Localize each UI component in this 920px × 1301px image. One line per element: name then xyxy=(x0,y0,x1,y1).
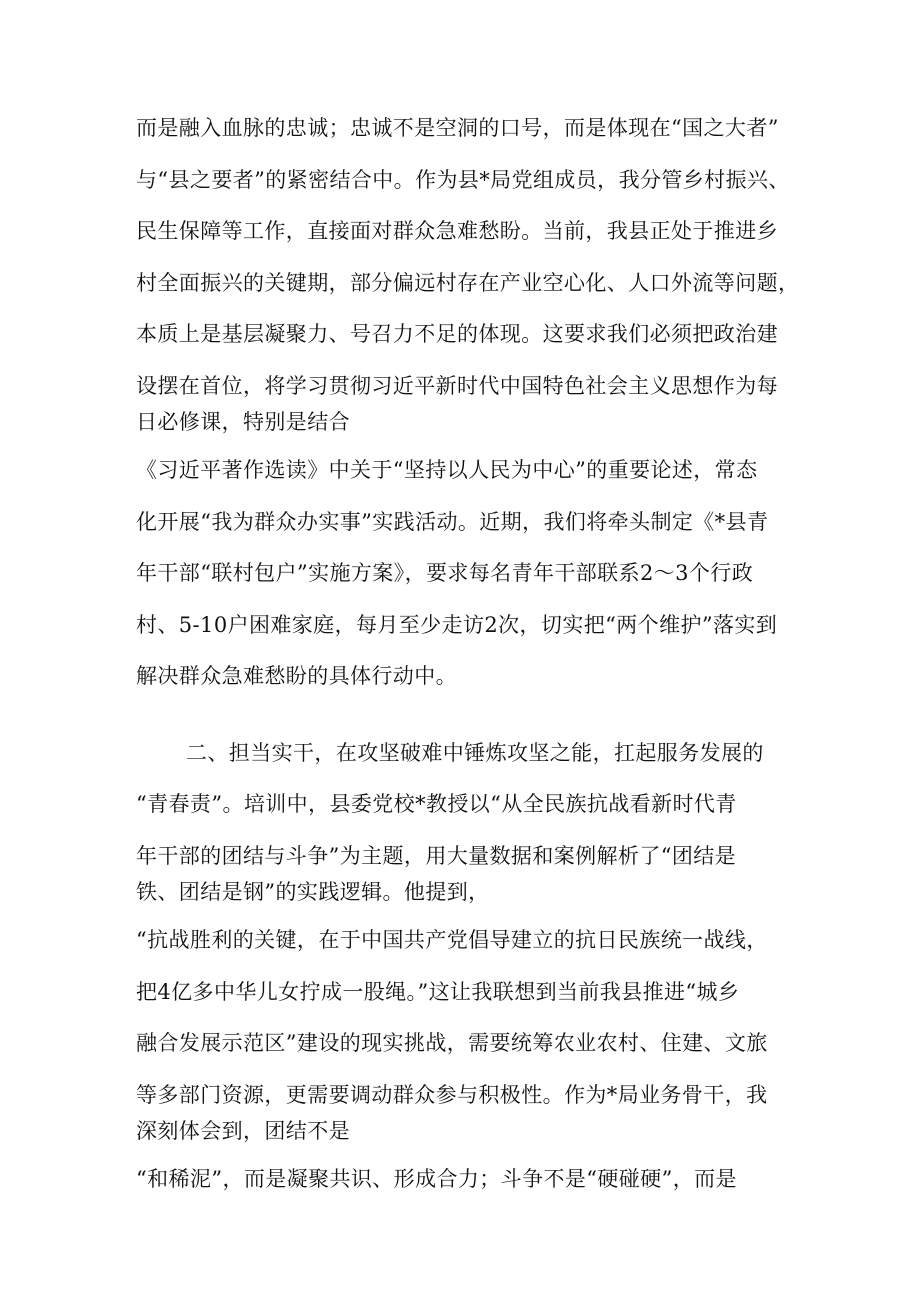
text-line: 解决群众急难愁盼的具体行动中。 xyxy=(136,664,457,688)
text-line: 民生保障等工作，直接面对群众急难愁盼。当前，我县正处于推进乡 xyxy=(136,219,778,243)
text-line: “和稀泥”，而是凝聚共识、形成合力；斗争不是“硬碰硬”，而是 xyxy=(136,1167,737,1191)
text-line: 本质上是基层凝聚力、号召力不足的体现。这要求我们必须把政治建 xyxy=(136,322,778,346)
text-line: 融合发展示范区”建设的现实挑战，需要统筹农业农村、住建、文旅 xyxy=(136,1031,768,1055)
text-line: 村全面振兴的关键期，部分偏远村存在产业空心化、人口外流等问题， xyxy=(136,271,800,295)
text-line: 日必修课，特别是结合 xyxy=(136,410,350,434)
text-line: 与“县之要者”的紧密结合中。作为县*局党组成员，我分管乡村振兴、 xyxy=(136,168,790,192)
text-line: 而是融入血脉的忠诚；忠诚不是空洞的口号，而是体现在“国之大者” xyxy=(136,116,779,140)
text-line: 铁、团结是钢”的实践逻辑。他提到， xyxy=(136,880,490,904)
text-line: 设摆在首位，将学习贯彻习近平新时代中国特色社会主义思想作为每 xyxy=(136,374,778,398)
text-line: 年干部“联村包户”实施方案》，要求每名青年干部联系2～3个行政 xyxy=(136,561,754,585)
text-line: “抗战胜利的关键，在于中国共产党倡导建立的抗日民族统一战线， xyxy=(136,928,768,952)
text-line: 年干部的团结与斗争”为主题，用大量数据和案例解析了“团结是 xyxy=(136,844,737,868)
text-line: 把4亿多中华儿女拧成一股绳。”这让我联想到当前我县推进“城乡 xyxy=(136,980,740,1004)
text-line: “青春责”。培训中，县委党校*教授以“从全民族抗战看新时代青 xyxy=(136,792,737,816)
section-heading-line: 二、担当实干，在攻坚破难中锤炼攻坚之能，扛起服务发展的 xyxy=(186,741,764,765)
text-line: 等多部门资源，更需要调动群众参与积极性。作为*局业务骨干，我 xyxy=(136,1083,768,1107)
text-line: 深刻体会到，团结不是 xyxy=(136,1119,350,1143)
text-line: 《习近平著作选读》中关于“坚持以人民为中心”的重要论述，常态 xyxy=(136,458,758,482)
text-line: 化开展“我为群众办实事”实践活动。近期，我们将牵头制定《*县青 xyxy=(136,510,769,534)
text-line: 村、5-10户困难家庭，每月至少走访2次，切实把“两个维护”落实到 xyxy=(136,613,778,637)
